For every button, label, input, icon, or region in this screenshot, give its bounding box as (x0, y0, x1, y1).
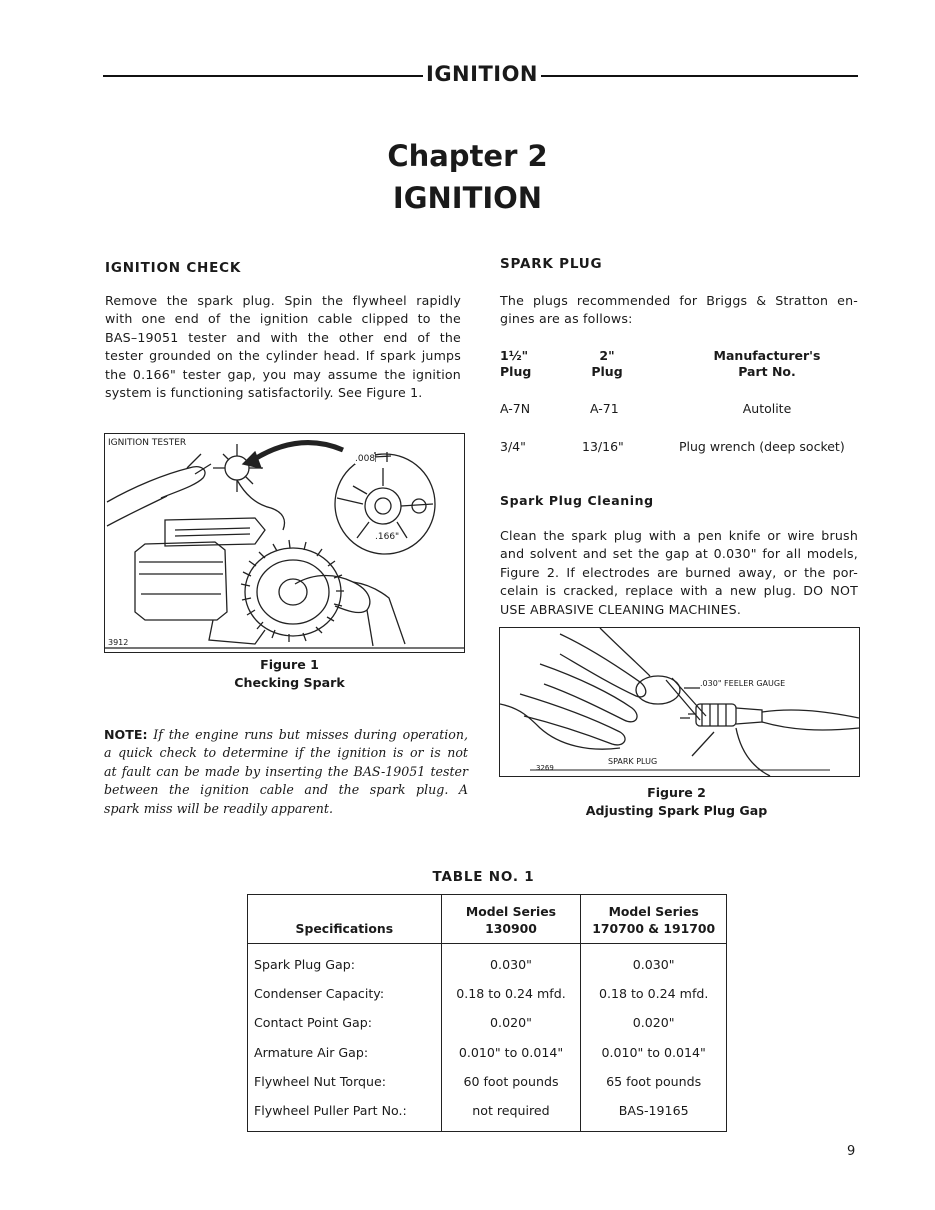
spec-value: 0.020" (581, 1008, 727, 1037)
plug-row-2-c1: 3/4" (500, 439, 526, 454)
figure-2-title: Adjusting Spark Plug Gap (585, 803, 768, 818)
header-model-130900 (441, 895, 581, 944)
figure-number-mark: 3912 (108, 638, 129, 647)
table-row (248, 979, 727, 1008)
spec-value: 0.020" (441, 1008, 581, 1037)
text-line: Figure 2. If electrodes are burned away, or the por- (500, 564, 858, 580)
figure-number-mark: 3269 (536, 764, 554, 772)
plug-row-1-c1: A-7N (500, 401, 531, 416)
spec-value: 0.18 to 0.24 mfd. (581, 979, 727, 1008)
spec-label: Armature Air Gap: (254, 1044, 369, 1060)
figure-1-caption (104, 656, 475, 692)
spec-value: BAS-19165 (581, 1096, 727, 1132)
text-line: Remove the spark plug. Spin the flywheel rapidly (105, 293, 461, 308)
plug-row-1-c3: Autolite (742, 401, 792, 416)
table-header-row (248, 895, 727, 944)
header-specifications (248, 895, 442, 944)
plug-row-1-c2: A-71 (590, 401, 619, 416)
gap-label-a: .008 (355, 454, 376, 464)
text-line: The plugs recommended for Briggs & Stratton en- (500, 293, 858, 308)
spec-label: Flywheel Nut Torque: (254, 1073, 386, 1089)
spark-plug-heading: SPARK PLUG (500, 256, 603, 272)
spec-value: 0.030" (581, 944, 727, 980)
note-line: a quick check to determine if the ignition is or is not (104, 745, 468, 761)
note-line-text: If the engine runs but misses during operation, (153, 727, 468, 742)
note-line: at fault can be made by inserting the BAS-19051 tester (104, 763, 468, 779)
header-line: Part No. (738, 364, 796, 379)
plug-row-2-c3: Plug wrench (deep socket) (679, 439, 845, 454)
header-line: 170700 & 191700 (592, 921, 716, 936)
spec-label: Condenser Capacity: (254, 986, 385, 1002)
table-row (248, 944, 727, 980)
table-title: TABLE NO. 1 (432, 869, 535, 885)
header-line: Plug (500, 364, 532, 379)
header-line: 130900 (485, 921, 537, 936)
table-row (248, 1038, 727, 1067)
spec-value: 0.010" to 0.014" (441, 1038, 581, 1067)
running-head-rule-left (103, 75, 423, 77)
spec-label: Contact Point Gap: (254, 1015, 372, 1031)
page-number: 9 (847, 1144, 856, 1159)
spec-label: Spark Plug Gap: (254, 957, 355, 973)
running-head-rule-right (541, 75, 858, 77)
note-paragraph (104, 726, 468, 818)
chapter-number: Chapter 2 (387, 139, 548, 173)
header-line: Model Series (465, 904, 557, 919)
header-line: Manufacturer's (713, 348, 821, 363)
running-head: IGNITION (426, 62, 539, 86)
text-line: tester grounded on the cylinder head. If spark jumps (105, 348, 461, 364)
text-line: Clean the spark plug with a pen knife or wire brush (500, 528, 858, 543)
table-row (248, 1008, 727, 1037)
note-label: NOTE: (104, 727, 148, 742)
ignition-check-heading: IGNITION CHECK (105, 260, 242, 276)
feeler-gauge-drawing (500, 628, 859, 776)
spec-value: 60 foot pounds (441, 1067, 581, 1096)
tester-label: IGNITION TESTER (108, 438, 187, 448)
text-line: the 0.166" tester gap, you may assume the ignition (105, 366, 461, 382)
spark-plug-label: SPARK PLUG (608, 757, 658, 766)
text-line: BAS–19051 tester and with the other end of the (105, 329, 461, 345)
figure-2-illustration (499, 627, 860, 777)
text-line: and solvent and set the gap at 0.030" for all models, (500, 546, 858, 562)
text-line: USE ABRASIVE CLEANING MACHINES. (500, 601, 742, 617)
gap-label-b: .166" (375, 532, 400, 542)
figure-2-caption (499, 784, 854, 820)
figure-1-number: Figure 1 (260, 657, 319, 672)
chapter-title: IGNITION (392, 181, 543, 215)
feeler-gauge-label: .030" FEELER GAUGE (700, 679, 786, 688)
spec-value: 0.010" to 0.014" (581, 1038, 727, 1067)
engine-tester-drawing (105, 434, 464, 652)
header-line: Specifications (295, 921, 394, 936)
plug-col-2-header (584, 348, 630, 380)
figure-1-illustration (104, 433, 465, 653)
text-line: with one end of the ignition cable clipped to the (105, 311, 461, 327)
spec-label: Flywheel Puller Part No.: (254, 1103, 407, 1119)
spark-plug-intro (500, 292, 858, 329)
spec-value: 0.030" (441, 944, 581, 980)
specifications-table (247, 894, 727, 1132)
text-line: system is functioning satisfactorily. See Figure 1. (105, 385, 423, 401)
text-line: celain is cracked, replace with a new plug. DO NOT (500, 583, 858, 599)
figure-2-number: Figure 2 (647, 785, 706, 800)
figure-1-title: Checking Spark (234, 675, 345, 690)
header-line: Model Series (608, 904, 699, 919)
note-line: spark miss will be readily apparent. (104, 800, 333, 816)
note-line (104, 726, 468, 744)
plug-row-2-c2: 13/16" (582, 439, 624, 454)
spec-value: 0.18 to 0.24 mfd. (441, 979, 581, 1008)
note-line: between the ignition cable and the spark plug. A (104, 782, 468, 798)
spec-value: not required (441, 1096, 581, 1132)
plug-col-1-header (500, 348, 531, 380)
cleaning-text (500, 527, 858, 619)
plug-col-3-header (690, 348, 844, 380)
header-model-170700 (581, 895, 727, 944)
text-line: gines are as follows: (500, 311, 633, 327)
table-row (248, 1067, 727, 1096)
header-line: 1½" (500, 348, 529, 363)
spec-value: 65 foot pounds (581, 1067, 727, 1096)
header-line: Plug (591, 364, 623, 379)
ignition-check-text (105, 292, 461, 402)
table-row (248, 1096, 727, 1132)
header-line: 2" (599, 348, 615, 363)
cleaning-heading: Spark Plug Cleaning (500, 493, 654, 508)
